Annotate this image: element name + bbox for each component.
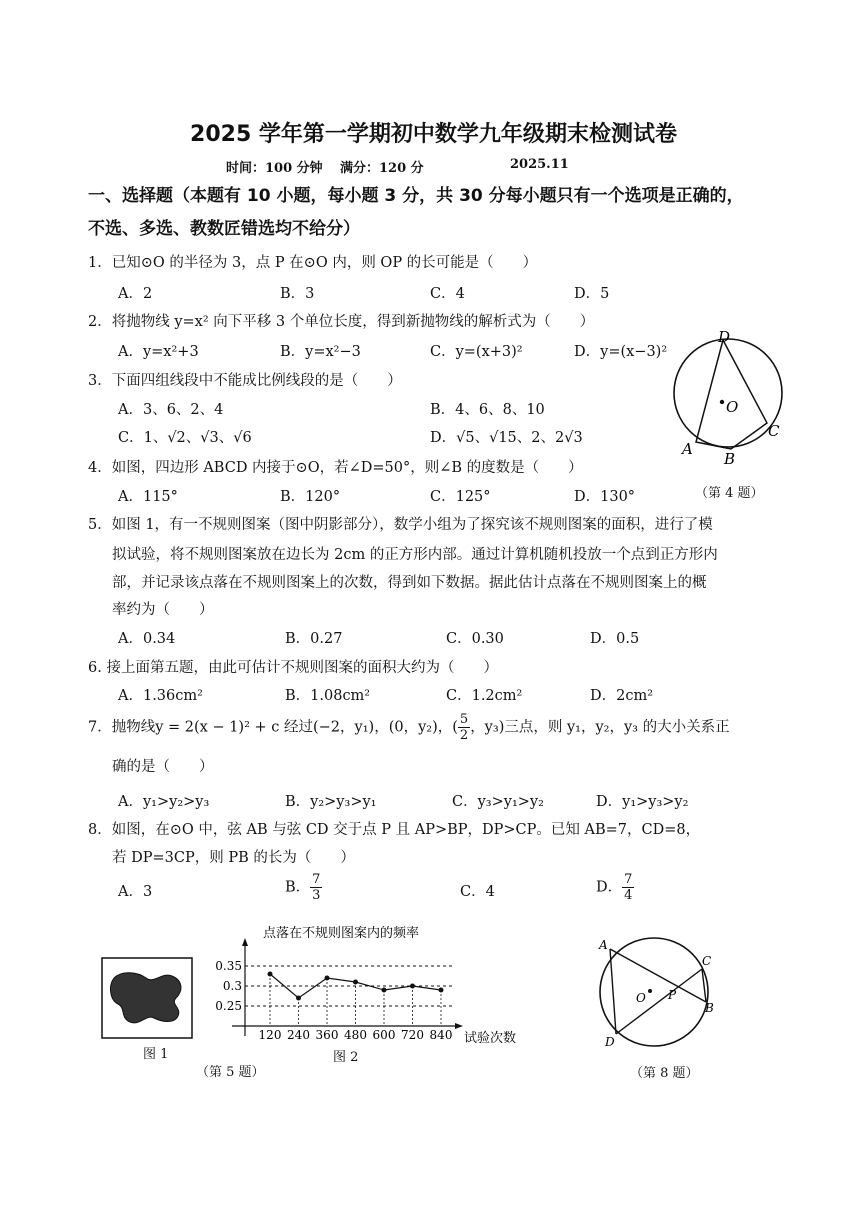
q4-option-d: D．130°: [574, 489, 636, 505]
question-7-line1: [88, 712, 730, 743]
chart-y-tick-labels: [215, 959, 242, 1013]
q7-text-post: ，y₃)三点，则 y₁，y₂，y₃ 的大小关系正: [470, 719, 730, 736]
chart-x-axis-label: 试验次数: [464, 1031, 517, 1046]
q8-d-den: 4: [624, 888, 633, 903]
fig8-label-d: D: [605, 1035, 615, 1049]
chart-reference-lines: [245, 966, 454, 1006]
q3-option-c: C．1、√2、√3、√6: [118, 430, 252, 446]
figure-8-circle-diagram: [588, 932, 718, 1050]
chart-data-point: [325, 976, 330, 981]
exam-date: 2025.11: [510, 157, 569, 172]
fig5-frequency-chart: [208, 918, 526, 1048]
q7-option-b: B．y₂>y₃>y₁: [285, 794, 377, 810]
q8-option-d: [596, 872, 634, 903]
fig4-label-a: A: [682, 440, 693, 458]
fig8-label-p: P: [668, 988, 677, 1002]
fig8-label-c: C: [702, 954, 712, 968]
q7-text-pre: 7．抛物线y = 2(x − 1)² + c 经过(−2，y₁)，(0，y₂)，(: [88, 719, 458, 736]
q1-option-c: C．4: [430, 286, 465, 302]
q2-option-a: A．y=x²+3: [118, 344, 199, 360]
chart-data-point: [410, 984, 415, 989]
fig4-circle: [674, 339, 782, 447]
q2-option-c: C．y=(x+3)²: [430, 344, 523, 360]
q8-d-num: 7: [624, 872, 633, 887]
chart-y-axis-arrow: [242, 938, 248, 946]
chart-data-point: [353, 980, 358, 985]
question-6: 6. 接上面第五题，由此可估计不规则图案的面积大约为（ ）: [88, 660, 498, 676]
fig4-label-o: O: [726, 398, 739, 416]
q4-option-a: A．115°: [118, 489, 178, 505]
q8-option-b-prefix: B．: [285, 879, 311, 896]
q3-option-d: D．√5、√15、2、2√3: [430, 430, 583, 446]
question-2: 2．将抛物线 y=x² 向下平移 3 个单位长度，得到新抛物线的解析式为（ ）: [88, 314, 595, 330]
fig8-label-a: A: [599, 938, 608, 952]
fig8-label-b: B: [705, 1001, 714, 1015]
question-5-line2: 拟试验，将不规则图案放在边长为 2cm 的正方形内部。通过计算机随机投放一个点到正方形内: [112, 547, 718, 563]
q5-option-c: C．0.30: [446, 631, 504, 647]
fig4-label-b: B: [724, 450, 736, 468]
fig4-label-d: D: [718, 330, 731, 346]
q8-option-a: A．3: [118, 884, 153, 900]
question-5-line4: 率约为（ ）: [112, 602, 214, 618]
chart-x-tick-label: 600: [372, 1028, 396, 1042]
question-8-line1: 8．如图，在⊙O 中，弦 AB 与弦 CD 交于点 P 且 AP>BP，DP>CP。已知 AB=7，CD=8，: [88, 822, 701, 838]
q1-option-d: D．5: [574, 286, 610, 302]
fig5-caption: （第 5 题）: [196, 1065, 265, 1080]
fig8-chord-ab: [610, 949, 706, 1002]
q4-option-c: C．125°: [430, 489, 491, 505]
q8-option-b-fraction: [310, 872, 322, 903]
q3-option-a: A．3、6、2、4: [118, 402, 224, 418]
q8-option-d-prefix: D．: [596, 879, 623, 896]
chart-y-tick-label: 0.25: [215, 999, 242, 1013]
chart-x-tick-label: 480: [344, 1028, 367, 1042]
fig8-segment-ad: [610, 949, 616, 1034]
q1-option-b: B．3: [280, 286, 315, 302]
chart-y-tick-label: 0.3: [222, 979, 242, 993]
q5-option-a: A．0.34: [118, 631, 176, 647]
question-5-line3: 部，并记录该点落在不规则图案上的次数，得到如下数据。据此估计点落在不规则图案上的概: [112, 575, 707, 591]
q7-option-c: C．y₃>y₁>y₂: [452, 794, 544, 810]
fig5-fig1-label: 图 1: [143, 1047, 169, 1062]
exam-title: 2025 学年第一学期初中数学九年级期末检测试卷: [190, 122, 677, 147]
chart-data-point: [382, 988, 387, 993]
fig8-chord-cd: [616, 969, 702, 1034]
chart-x-tick-label: 120: [258, 1028, 282, 1042]
section-heading-line1: 一、选择题（本题有 10 小题，每小题 3 分，共 30 分每小题只有一个选项是正确的，: [88, 186, 744, 206]
fig8-center-point: [648, 989, 652, 993]
q8-option-c: C．4: [460, 884, 495, 900]
question-5-line1: 5．如图 1，有一不规则图案（图中阴影部分），数学小组为了探究该不规则图案的面积，进行了模: [88, 517, 713, 533]
q5-option-d: D．0.5: [590, 631, 640, 647]
chart-x-tick-label: 360: [315, 1028, 339, 1042]
question-4: 4．如图，四边形 ABCD 内接于⊙O，若∠D=50°，则∠B 的度数是（ ）: [88, 460, 583, 476]
exam-time: 时间：100 分钟: [226, 161, 323, 176]
question-7-line2: 确的是（ ）: [112, 759, 214, 775]
fig5-fig2-label: 图 2: [333, 1050, 359, 1065]
fig5-irregular-pattern: [100, 956, 196, 1042]
fig8-caption: （第 8 题）: [630, 1066, 699, 1081]
q8-b-den: 3: [312, 888, 321, 903]
q2-option-d: D．y=(x−3)²: [574, 344, 668, 360]
q6-option-b: B．1.08cm²: [285, 688, 371, 704]
question-8-line2: 若 DP=3CP，则 PB 的长为（ ）: [112, 850, 355, 866]
chart-x-tick-label: 240: [287, 1028, 310, 1042]
q8-option-b: [285, 872, 322, 903]
chart-x-tick-label: 840: [429, 1028, 453, 1042]
chart-series-line: [268, 972, 444, 1027]
q2-option-b: B．y=x²−3: [280, 344, 361, 360]
fig4-label-c: C: [768, 422, 780, 440]
q7-fraction: [458, 712, 470, 743]
chart-x-axis-arrow: [455, 1023, 463, 1029]
question-1: 1．已知⊙O 的半径为 3，点 P 在⊙O 内，则 OP 的长可能是（ ）: [88, 255, 538, 271]
q5-option-b: B．0.27: [285, 631, 343, 647]
fig4-center-point: [720, 400, 724, 404]
q7-option-a: A．y₁>y₂>y₃: [118, 794, 210, 810]
q3-option-b: B．4、6、8、10: [430, 402, 545, 418]
exam-score: 满分：120 分: [340, 161, 424, 176]
q8-b-num: 7: [312, 872, 321, 887]
question-3: 3．下面四组线段中不能成比例线段的是（ ）: [88, 373, 402, 389]
q4-option-b: B．120°: [280, 489, 341, 505]
q7-frac-num: 5: [459, 712, 469, 727]
q6-option-c: C．1.2cm²: [446, 688, 523, 704]
chart-data-point: [268, 972, 273, 977]
chart-title: 点落在不规则图案内的频率: [263, 926, 420, 941]
fig4-caption: （第 4 题）: [695, 486, 764, 501]
chart-data-point: [439, 988, 444, 993]
q1-option-a: A．2: [118, 286, 153, 302]
fig4-quadrilateral: [696, 340, 767, 449]
section-heading-line2: 不选、多选、教数匠错选均不给分）: [88, 219, 360, 239]
chart-x-tick-label: 720: [401, 1028, 424, 1042]
chart-y-tick-label: 0.35: [215, 959, 242, 973]
figure-4-circle-diagram: [668, 330, 798, 470]
fig8-label-o: O: [636, 991, 646, 1005]
chart-data-point: [296, 996, 301, 1001]
q8-option-d-fraction: [622, 872, 634, 903]
q6-option-d: D．2cm²: [590, 688, 654, 704]
chart-x-tick-labels: [259, 1028, 453, 1042]
q6-option-a: A．1.36cm²: [118, 688, 203, 704]
q7-frac-den: 2: [459, 728, 469, 743]
q7-option-d: D．y₁>y₃>y₂: [596, 794, 689, 810]
